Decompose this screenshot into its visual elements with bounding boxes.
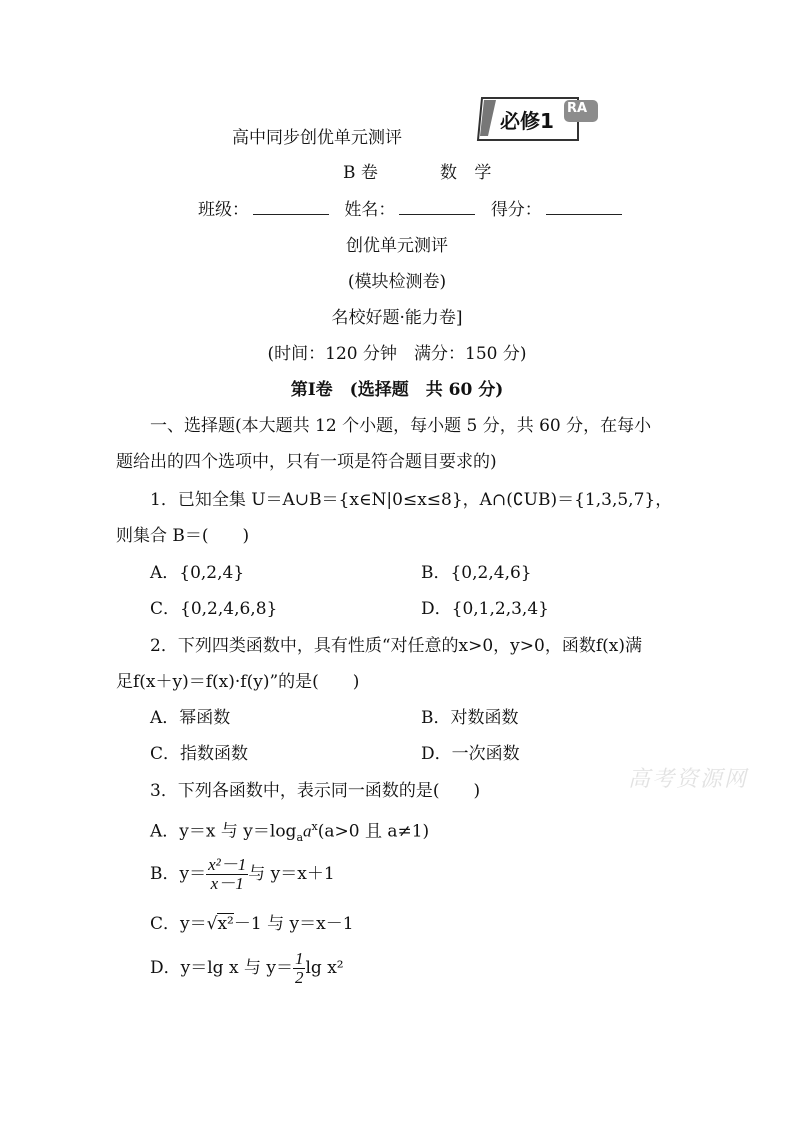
q3-a-prefix: A．y＝x 与 y＝log bbox=[150, 821, 297, 842]
q3-d-denominator: 2 bbox=[294, 968, 304, 987]
q2-option-c[interactable]: C．指数函数 bbox=[150, 744, 249, 764]
unit-title: 创优单元测评 bbox=[346, 236, 448, 256]
q2-stem: 2．下列四类函数中，具有性质“对任意的x>0，y>0，函数f(x)满 bbox=[150, 636, 642, 656]
score-field[interactable] bbox=[546, 200, 622, 215]
q3-d-suffix: lg x² bbox=[305, 958, 344, 978]
q3-c-radicand: x² bbox=[217, 914, 234, 934]
q3-option-b[interactable] bbox=[150, 850, 335, 898]
class-field[interactable] bbox=[253, 200, 329, 215]
q3-option-a[interactable] bbox=[150, 815, 429, 850]
part-heading: 第Ⅰ卷 (选择题 共 60 分) bbox=[290, 380, 504, 400]
subtitle-volume: B 卷 bbox=[343, 163, 378, 183]
module-badge bbox=[474, 96, 602, 142]
q3-c-prefix: C．y＝ bbox=[150, 914, 207, 934]
watermark-text: 高考资源网 bbox=[628, 767, 749, 792]
q3-stem: 3．下列各函数中，表示同一函数的是( ) bbox=[150, 781, 481, 801]
q1-option-d[interactable]: D．{0,1,2,3,4} bbox=[421, 599, 549, 619]
sqrt-icon: √ bbox=[206, 914, 218, 934]
q1-stem-cont: 则集合 B＝( ) bbox=[116, 526, 250, 546]
q3-option-d[interactable] bbox=[150, 944, 344, 992]
q3-d-prefix: D．y＝lg x 与 y＝ bbox=[150, 958, 293, 978]
test-type: (模块检测卷) bbox=[347, 272, 447, 292]
info-row bbox=[198, 198, 626, 222]
test-level: 名校好题·能力卷] bbox=[331, 308, 463, 328]
subtitle-subject: 数 学 bbox=[440, 163, 498, 183]
q1-stem: 1．已知全集 U＝A∪B＝{x∈N|0≤x≤8}，A∩(∁UB)＝{1,3,5,7}， bbox=[150, 490, 673, 510]
q3-b-numerator: x²－1 bbox=[208, 855, 247, 874]
badge-text: 必修1 bbox=[500, 109, 554, 133]
class-label: 班级： bbox=[198, 200, 249, 220]
series-title: 高中同步创优单元测评 bbox=[232, 128, 402, 148]
q3-b-denominator: x－1 bbox=[210, 874, 244, 893]
badge-tag: RA bbox=[567, 101, 588, 116]
q1-option-a[interactable]: A．{0,2,4} bbox=[150, 563, 245, 583]
time-info: (时间：120 分钟 满分：150 分) bbox=[267, 344, 527, 364]
q2-option-b[interactable]: B．对数函数 bbox=[421, 708, 519, 728]
q3-d-fraction bbox=[293, 950, 306, 987]
q1-option-b[interactable]: B．{0,2,4,6} bbox=[421, 563, 532, 583]
q3-a-base: a bbox=[303, 821, 312, 841]
section-instruction-cont: 题给出的四个选项中，只有一项是符合题目要求的) bbox=[116, 452, 497, 472]
q3-option-c[interactable] bbox=[150, 912, 354, 936]
q2-option-d[interactable]: D．一次函数 bbox=[421, 744, 520, 764]
q3-d-numerator: 1 bbox=[294, 949, 304, 968]
q3-b-prefix: B．y＝ bbox=[150, 864, 207, 884]
name-field[interactable] bbox=[399, 200, 475, 215]
q3-a-log-base: a bbox=[296, 831, 303, 845]
q3-a-condition: (a>0 且 a≠1) bbox=[317, 821, 430, 842]
q3-c-suffix: －1 与 y＝x－1 bbox=[233, 914, 354, 934]
q3-a-exponent: x bbox=[311, 820, 318, 833]
score-label: 得分： bbox=[490, 200, 542, 220]
q1-option-c[interactable]: C．{0,2,4,6,8} bbox=[150, 599, 278, 619]
q2-option-a[interactable]: A．幂函数 bbox=[150, 708, 231, 728]
section-instruction: 一、选择题(本大题共 12 个小题，每小题 5 分，共 60 分，在每小 bbox=[150, 416, 652, 436]
q3-b-fraction bbox=[206, 856, 248, 893]
q2-stem-cont: 足f(x＋y)＝f(x)·f(y)”的是( ) bbox=[116, 672, 360, 692]
name-label: 姓名： bbox=[344, 200, 396, 220]
q3-b-suffix: 与 y＝x＋1 bbox=[248, 864, 335, 884]
